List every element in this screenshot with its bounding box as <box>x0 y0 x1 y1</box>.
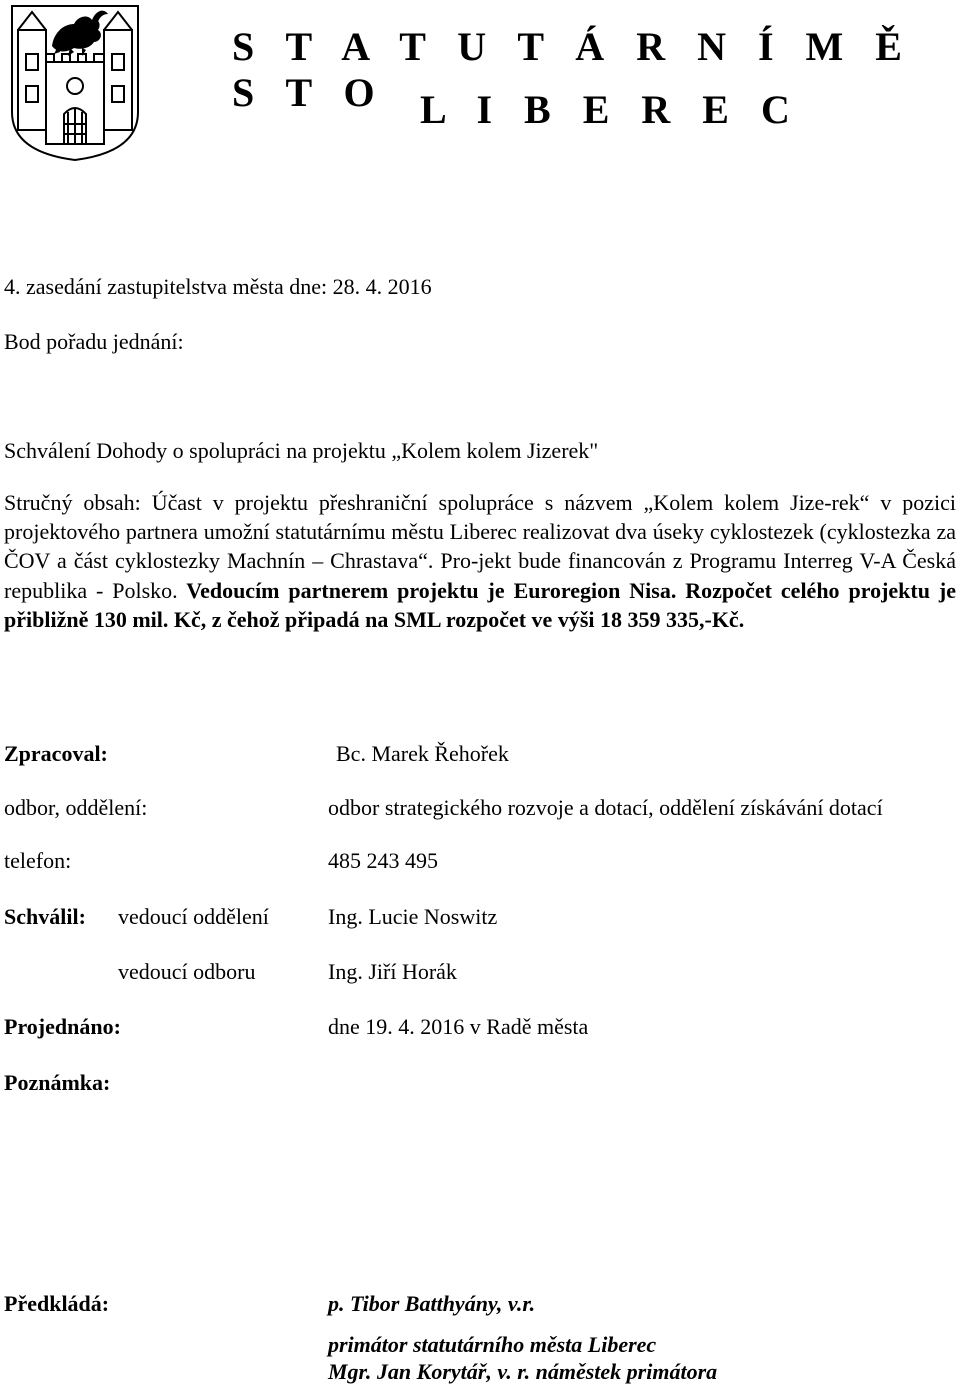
approved-role2: vedoucí odboru <box>118 959 256 984</box>
presenter-line2: primátor statutárního města Liberec <box>328 1332 657 1357</box>
city-name-line1: S T A T U T Á R N Í M Ě S T O <box>232 24 913 115</box>
approved-role1: vedoucí oddělení <box>118 904 269 929</box>
department-value: odbor strategického rozvoje a dotací, oddělení získávání dotací <box>328 795 883 820</box>
summary-label: Stručný obsah: <box>4 490 141 515</box>
discussed-label: Projednáno: <box>4 1014 121 1039</box>
presenter-label: Předkládá: <box>4 1291 110 1316</box>
meeting-line: 4. zasedání zastupitelstva města dne: 28. 4. 2016 <box>4 274 432 299</box>
prepared-label: Zpracoval: <box>4 741 108 766</box>
city-coat-of-arms-icon <box>8 2 142 162</box>
note-label: Poznámka: <box>4 1070 111 1095</box>
summary-intro: Účast v projektu přeshraniční spolupráce s názvem „Kolem kolem Jize-rek“ v pozici projektového partnera umožní statutárnímu městu Liberec realizovat dva úseky cyklostezek (cyklostezka za ČOV a část cyklostezky Machnín – Chrastava“. Pro-jekt bude financován z Programu Interreg V-A Česká republika - Polsko. <box>4 490 956 603</box>
prepared-name: Bc. Marek Řehořek <box>336 741 509 766</box>
approved-name2: Ing. Jiří Horák <box>328 959 457 984</box>
discussed-value: dne 19. 4. 2016 v Radě města <box>328 1014 589 1039</box>
agenda-item-label: Bod pořadu jednání: <box>4 329 184 354</box>
summary-block <box>4 488 956 634</box>
phone-value: 485 243 495 <box>328 848 438 873</box>
presenter-line1: p. Tibor Batthyány, v.r. <box>328 1291 536 1316</box>
phone-label: telefon: <box>4 848 72 873</box>
city-name-line2: L I B E R E C <box>420 87 801 132</box>
summary-bold: Vedoucím partnerem projektu je Euroregion Nisa. Rozpočet celého projektu je přibližně 130 mil. Kč, z čehož připadá na SML rozpočet ve výši 18 359 335,-Kč. <box>4 577 956 632</box>
approved-label: Schválil: <box>4 904 86 929</box>
department-label: odbor, oddělení: <box>4 795 148 820</box>
agenda-item-title: Schválení Dohody o spolupráci na projektu „Kolem kolem Jizerek" <box>4 438 599 463</box>
approved-name1: Ing. Lucie Noswitz <box>328 904 498 929</box>
presenter-line3: Mgr. Jan Korytář, v. r. náměstek primátora <box>328 1359 718 1384</box>
